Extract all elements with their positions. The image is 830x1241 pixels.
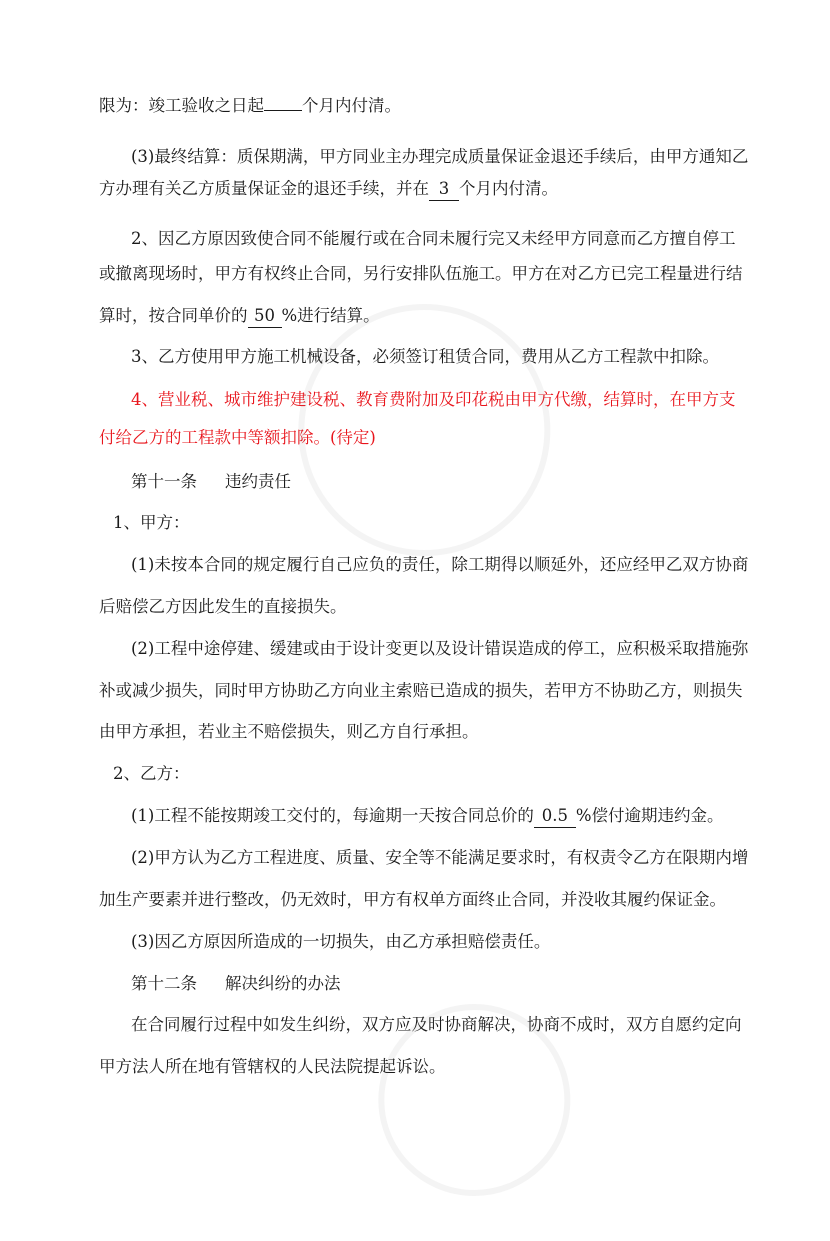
text-line (99, 94, 401, 118)
text-line (131, 470, 291, 494)
text-segment: 2、乙方： (113, 764, 190, 783)
text-segment: (1)工程不能按期竣工交付的，每逾期一天按合同总价的 (131, 806, 534, 825)
text-segment: 第十二条 (131, 974, 197, 993)
text-line (131, 846, 748, 870)
text-segment: (2)甲方认为乙方工程进度、质量、安全等不能满足要求时，有权责令乙方在限期内增 (131, 848, 749, 867)
text-segment: 第十一条 (131, 472, 197, 491)
text-line (131, 227, 736, 251)
text-segment: (3)因乙方原因所造成的一切损失，由乙方承担赔偿责任。 (131, 932, 551, 951)
text-segment: 2、因乙方原因致使合同不能履行或在合同未履行完又未经甲方同意而乙方擅自停工 (131, 229, 736, 248)
text-line (99, 304, 380, 328)
text-segment: 3、乙方使用甲方施工机械设备，必须签订租赁合同，费用从乙方工程款中扣除。 (131, 347, 719, 366)
text-segment: 1、甲方： (113, 513, 190, 532)
text-line (131, 804, 724, 828)
text-segment: 补或减少损失，同时甲方协助乙方向业主索赔已造成的损失，若甲方不协助乙方，则损失 (99, 681, 743, 700)
blank-field: 0.5 (534, 805, 576, 828)
text-segment: 在合同履行过程中如发生纠纷，双方应及时协商解决，协商不成时，双方自愿约定向 (131, 1015, 742, 1034)
text-segment: 由甲方承担，若业主不赔偿损失，则乙方自行承担。 (99, 722, 479, 741)
text-line (99, 177, 558, 201)
text-line (131, 553, 748, 577)
text-segment: 限为： (99, 96, 149, 115)
text-line (99, 426, 376, 450)
text-line (113, 511, 190, 535)
text-line (99, 888, 726, 912)
text-line (131, 972, 341, 996)
text-segment: 或撤离现场时，甲方有权终止合同，另行安排队伍施工。甲方在对乙方已完工程量进行结 (99, 264, 743, 283)
blank-field: 3 (429, 178, 459, 201)
text-segment: 个月内付清。 (302, 96, 401, 115)
watermark-mark (339, 959, 622, 1241)
text-line (131, 145, 748, 169)
text-segment: 解决纠纷的办法 (225, 974, 341, 993)
text-line (131, 1013, 742, 1037)
text-segment: 付给乙方的工程款中等额扣除。(待定) (99, 428, 376, 447)
text-segment: (2)工程中途停建、缓建或由于设计变更以及设计错误造成的停工，应积极采取措施弥 (131, 639, 749, 658)
text-line (99, 1055, 446, 1079)
text-segment: 算时，按合同单价的 (99, 306, 248, 325)
text-segment: 方办理有关乙方质量保证金的退还手续，并在 (99, 179, 429, 198)
text-segment: %偿付逾期违约金。 (575, 806, 724, 825)
text-line (99, 595, 347, 619)
text-segment: (1)未按本合同的规定履行自己应负的责任，除工期得以顺延外，还应经甲乙双方协商 (131, 555, 749, 574)
text-line (99, 720, 479, 744)
text-segment: 加生产要素并进行整改，仍无效时，甲方有权单方面终止合同，并没收其履约保证金。 (99, 890, 726, 909)
text-segment: 违约责任 (225, 472, 291, 491)
blank-field (264, 110, 302, 111)
text-segment: 竣工验收之日起 (148, 96, 264, 115)
text-segment: 4、营业税、城市维护建设税、教育费附加及印花税由甲方代缴，结算时，在甲方支 (131, 390, 736, 409)
text-segment: 后赔偿乙方因此发生的直接损失。 (99, 597, 347, 616)
text-line (131, 345, 719, 369)
text-line (131, 388, 736, 412)
text-segment: %进行结算。 (281, 306, 380, 325)
text-line (113, 762, 190, 786)
blank-field: 50 (248, 305, 282, 328)
text-line (131, 930, 550, 954)
text-line (131, 637, 748, 661)
text-segment: 个月内付清。 (459, 179, 558, 198)
text-line (99, 679, 743, 703)
text-line (99, 262, 743, 286)
text-segment: (3)最终结算：质保期满，甲方同业主办理完成质量保证金退还手续后，由甲方通知乙 (131, 147, 749, 166)
text-segment: 甲方法人所在地有管辖权的人民法院提起诉讼。 (99, 1057, 446, 1076)
